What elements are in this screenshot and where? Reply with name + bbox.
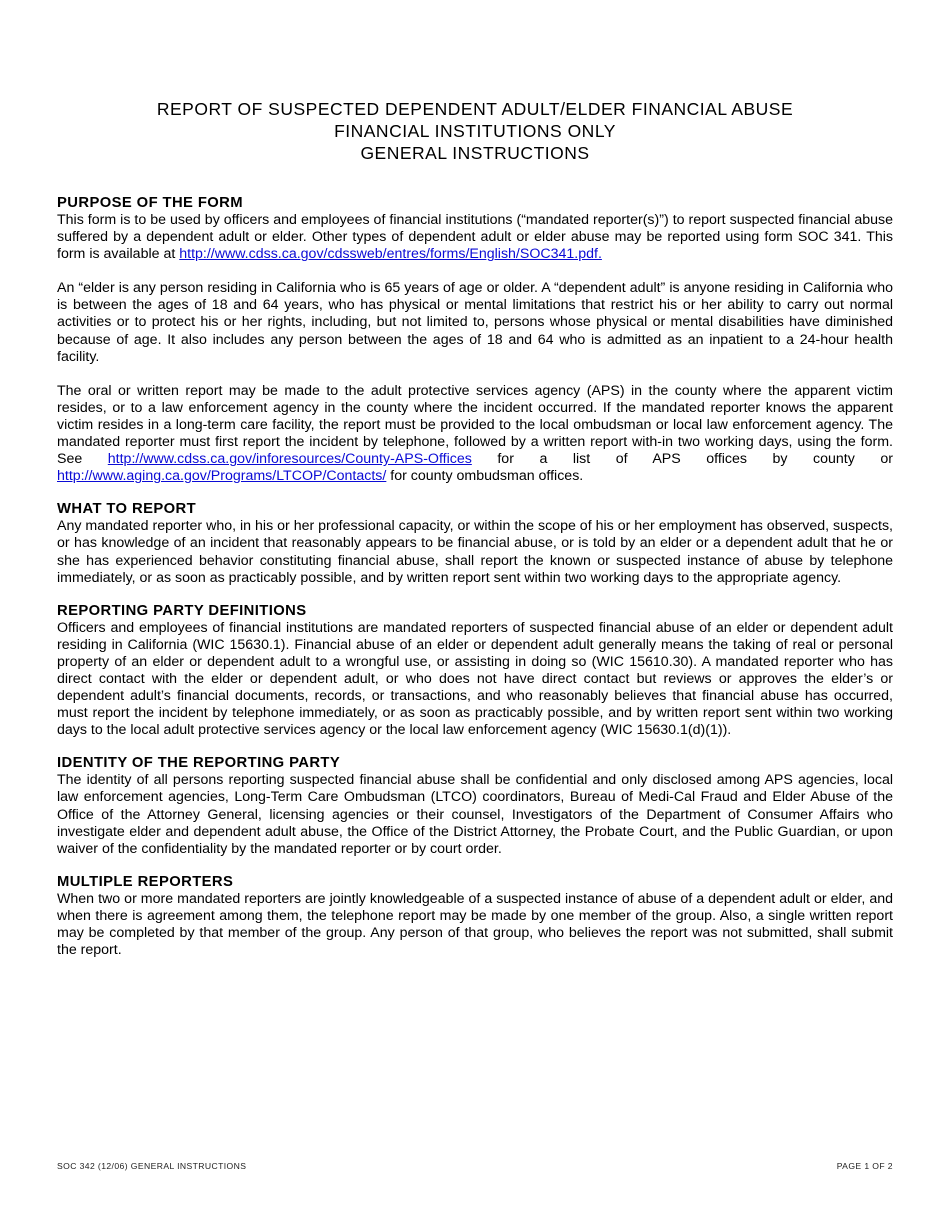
county-aps-offices-link[interactable]: http://www.cdss.ca.gov/inforesources/County-APS-Offices <box>107 451 472 468</box>
soc341-link[interactable]: http://www.cdss.ca.gov/cdssweb/entres/forms/English/SOC341.pdf. <box>179 246 602 263</box>
title-line-2: FINANCIAL INSTITUTIONS ONLY <box>334 121 616 141</box>
title-line-3: GENERAL INSTRUCTIONS <box>360 143 590 163</box>
document-body <box>57 195 893 959</box>
section-what-to-report <box>57 501 893 586</box>
purpose-p3-text-1: The oral or written report may be made to the adult protective services agency (APS) in the county where the apparent victim resides, or to a law enforcement agency in the county where the incident occurred. If the mandated reporter knows the apparent victim resides in a long-term care facility, the report must be provided to the local ombudsman or local law enforcement agency. The mandated reporter must first report the incident by telephone, followed by a written report with-in two working days, using the form. See <box>57 382 893 468</box>
section-purpose <box>57 195 893 485</box>
purpose-p3-text-2: for a list of APS offices by county or <box>471 451 893 468</box>
purpose-p1-text: This form is to be used by officers and employees of financial institutions (“mandated reporter(s)”) to report suspected financial abuse suffered by a dependent adult or elder. Other types of dependent adult or elder abuse may be reported using form SOC 341. This form is available at <box>57 212 893 263</box>
section-reporting-party <box>57 603 893 740</box>
what-to-report-paragraph: Any mandated reporter who, in his or her professional capacity, or within the scope of his or her employment has observed, suspects, or has knowledge of an incident that reasonably appears to be financial abuse, or is told by an elder or a dependent adult that he or she has experienced behavior constituting financial abuse, shall report the known or suspected instance of abuse by telephone immediately, or as soon as practicably possible, and by written report sent within two working days to the appropriate agency. <box>57 518 893 586</box>
footer-form-id: SOC 342 (12/06) GENERAL INSTRUCTIONS <box>57 1161 247 1171</box>
multiple-reporters-paragraph: When two or more mandated reporters are jointly knowledgeable of a suspected instance of abuse of a dependent adult or elder, and when there is agreement among them, the telephone report may be made by one member of the group. Also, a single written report may be completed by that member of the group. Any person of that group, who believes the report was not submitted, shall submit the report. <box>57 890 893 959</box>
title-line-1: REPORT OF SUSPECTED DEPENDENT ADULT/ELDER FINANCIAL ABUSE <box>156 99 794 119</box>
section-heading-purpose: PURPOSE OF THE FORM <box>57 195 243 211</box>
section-multiple-reporters <box>57 874 893 959</box>
ltcop-contacts-link[interactable]: http://www.aging.ca.gov/Programs/LTCOP/Contacts/ <box>57 468 387 485</box>
reporting-party-paragraph: Officers and employees of financial institutions are mandated reporters of suspected financial abuse of an elder or dependent adult residing in California (WIC 15630.1). Financial abuse of an elder or dependent adult generally means the taking of real or personal property of an elder or dependent adult to a wrongful use, or assisting in doing so (WIC 15610.30). A mandated reporter who has direct contact with the elder or dependent adult, or who does not have direct contact but reviews or approves the elder’s or dependent adult’s financial documents, records, or transactions, and who reasonably believes that financial abuse has occurred, must report the incident by telephone immediately, or as soon as practicably possible, and by written report sent within two working days to the local adult protective services agency or the local law enforcement agency (WIC 15630.1(d)(1)). <box>57 619 893 739</box>
footer-page-number: PAGE 1 OF 2 <box>836 1161 893 1171</box>
document-title <box>0 98 950 164</box>
purpose-paragraph-3 <box>57 383 893 486</box>
identity-paragraph: The identity of all persons reporting suspected financial abuse shall be confidential and only disclosed among APS agencies, local law enforcement agencies, Long-Term Care Ombudsman (LTCO) coordinators, Bureau of Medi-Cal Fraud and Elder Abuse of the Office of the Attorney General, licensing agencies or their counsel, Investigators of the Department of Consumer Affairs who investigate elder and dependent adult abuse, the Office of the District Attorney, the Probate Court, and the Public Guardian, or upon waiver of the confidentiality by the mandated reporter or by court order. <box>57 772 893 857</box>
purpose-paragraph-2: An “elder is any person residing in California who is 65 years of age or older. A “dependent adult” is anyone residing in California who is between the ages of 18 and 64 years, who has physical or mental limitations that restrict his or her ability to carry out normal activities or to protect his or her rights, including, but not limited to, persons whose physical or mental disabilities have diminished because of age. It also includes any person between the ages of 18 and 64 who is admitted as an inpatient to a 24-hour health facility. <box>57 280 893 365</box>
purpose-p3-text-3: for county ombudsman offices. <box>386 468 584 485</box>
section-heading-what-to-report: WHAT TO REPORT <box>57 501 197 518</box>
purpose-paragraph-1 <box>57 212 893 263</box>
section-heading-identity: IDENTITY OF THE REPORTING PARTY <box>57 755 341 772</box>
section-identity <box>57 755 893 857</box>
section-heading-reporting-party: REPORTING PARTY DEFINITIONS <box>57 602 307 619</box>
section-heading-multiple-reporters: MULTIPLE REPORTERS <box>57 873 234 890</box>
